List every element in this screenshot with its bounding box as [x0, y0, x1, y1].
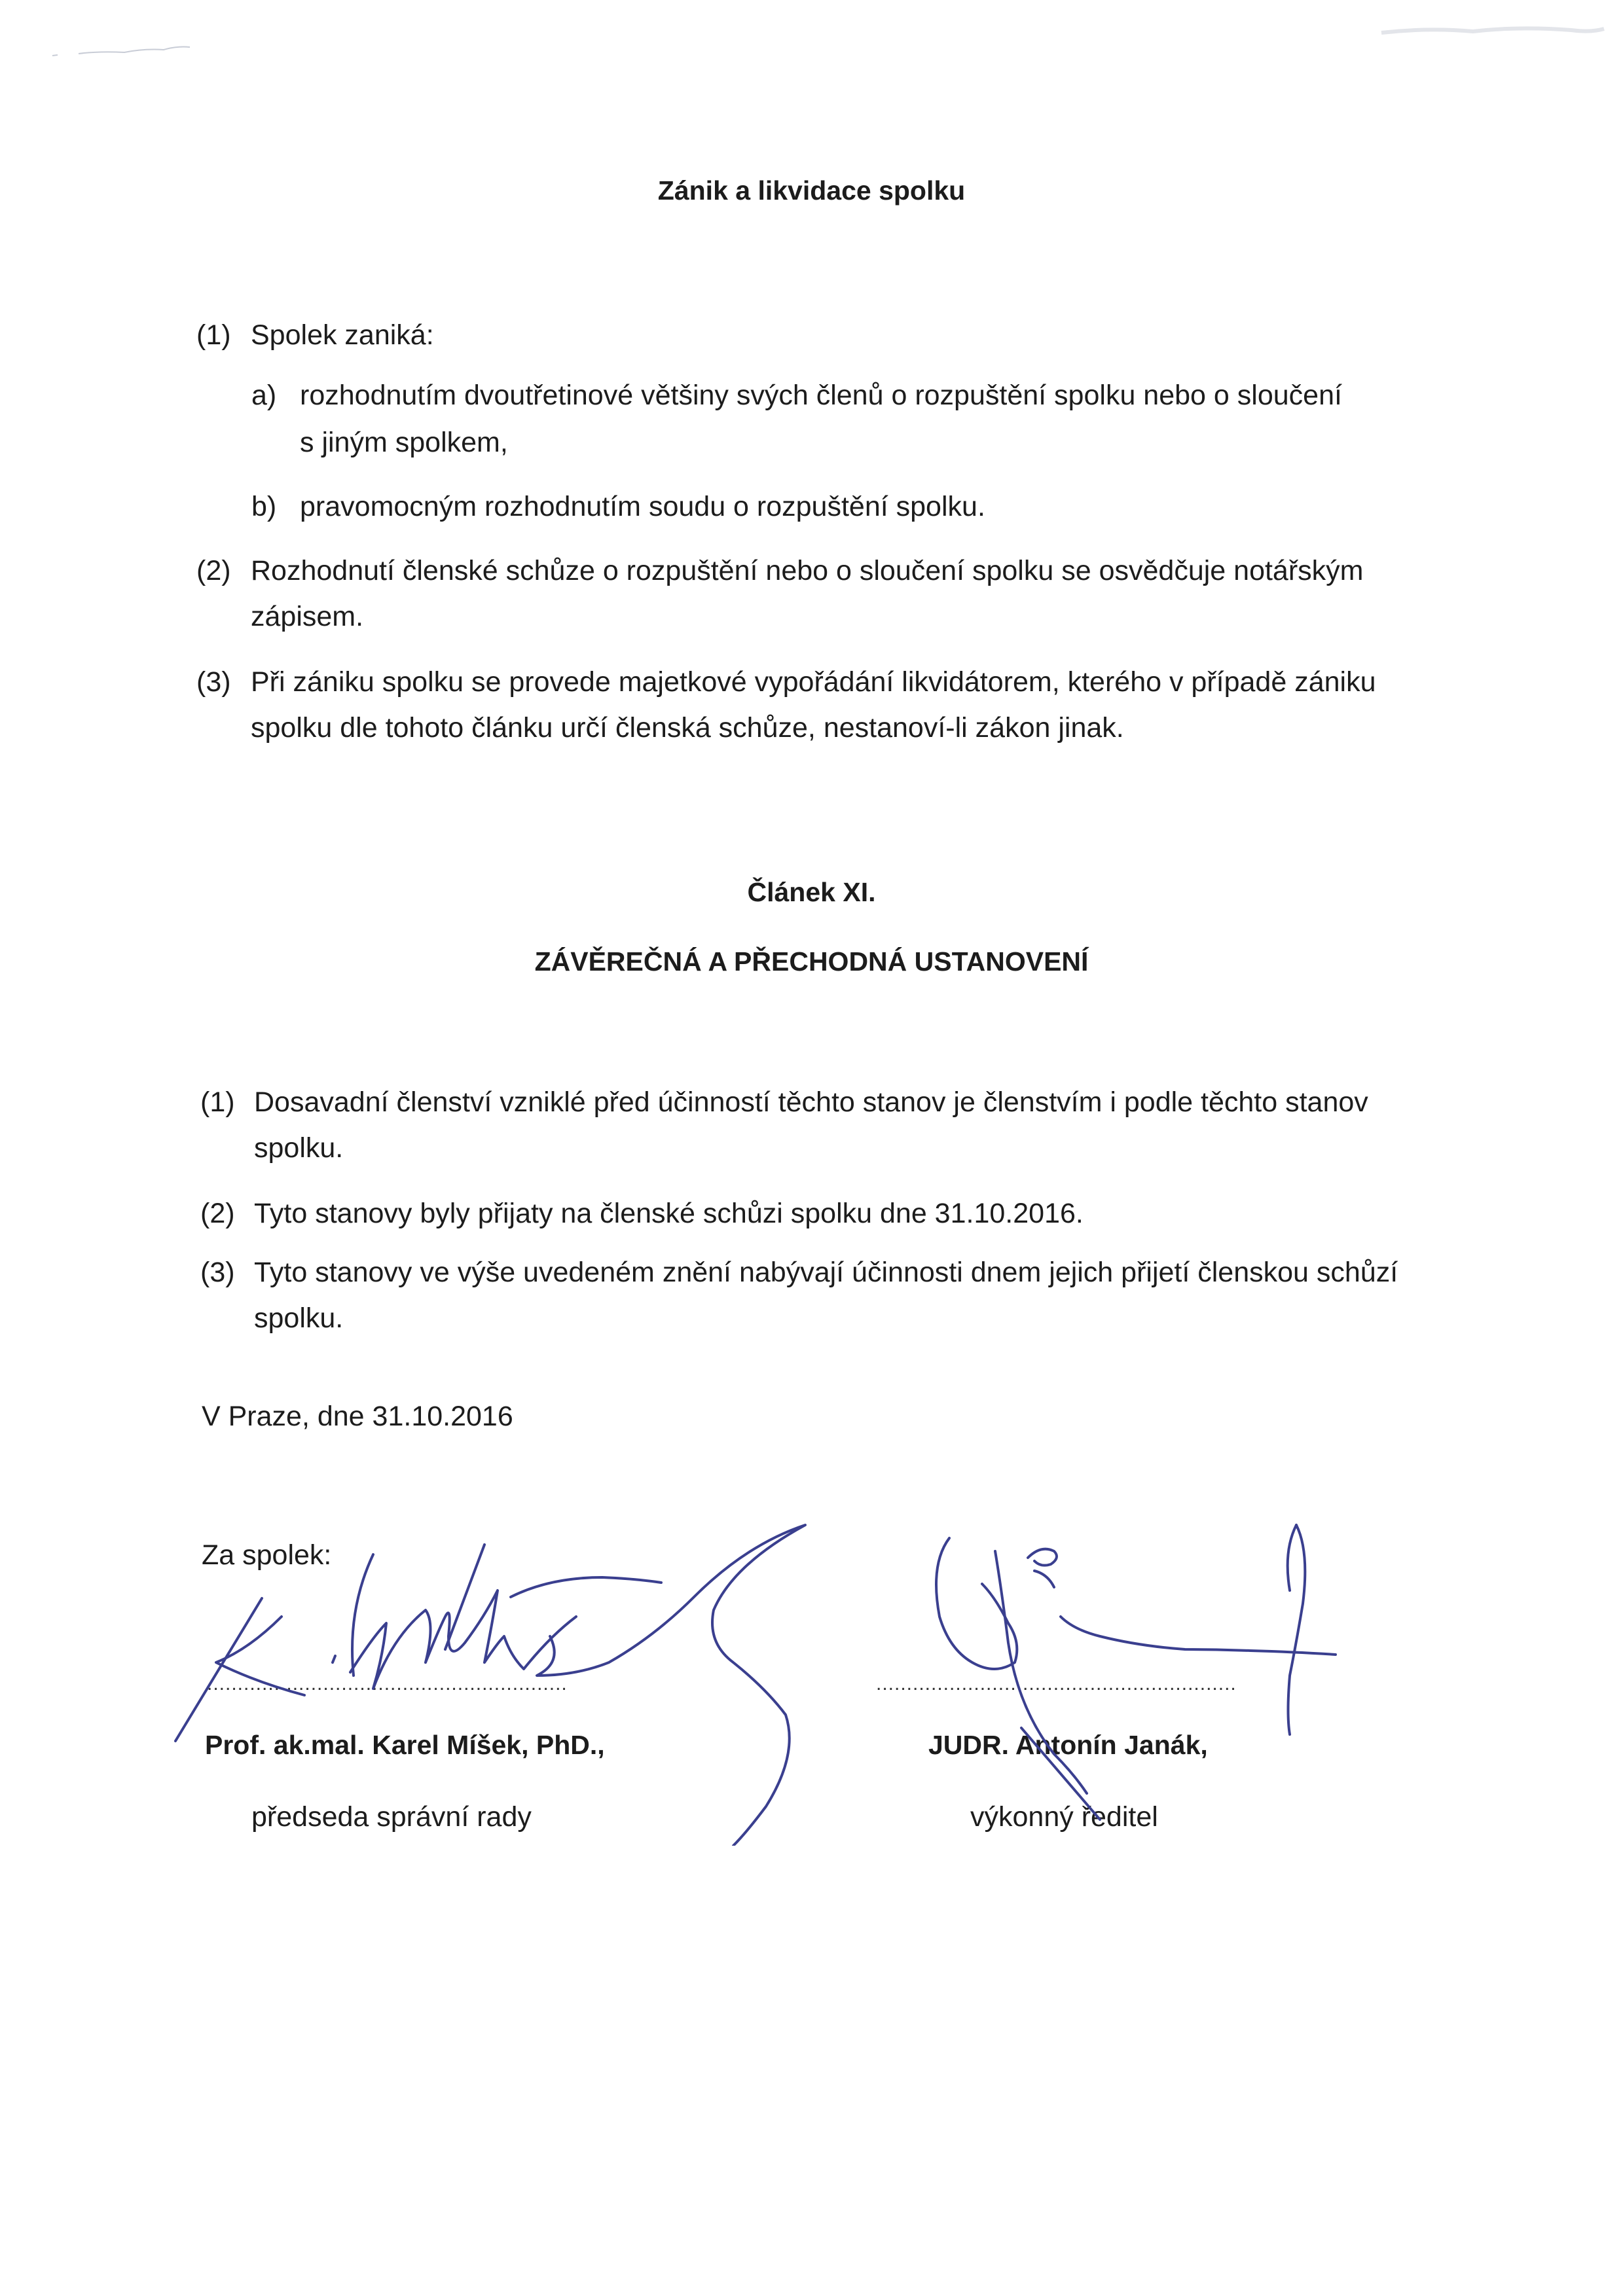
item-text: Tyto stanovy byly přijaty na členské schůzi spolku dne 31.10.2016.: [254, 1198, 1084, 1229]
signature-right-handwritten: [903, 1512, 1362, 1826]
signature-line-right: ...........................................................: [876, 1673, 1237, 1695]
item-number: (3): [200, 1257, 235, 1288]
item-number: (1): [200, 1086, 235, 1118]
place-date: V Praze, dne 31.10.2016: [202, 1401, 513, 1432]
item-text: Tyto stanovy ve výše uvedeném znění nabývají účinnosti dnem jejich přijetí členskou schůzí: [254, 1257, 1398, 1288]
item-text: spolku.: [254, 1302, 344, 1334]
subitem-text: pravomocným rozhodnutím soudu o rozpuštění spolku.: [300, 491, 985, 522]
subitem-text: s jiným spolkem,: [300, 427, 508, 458]
item-text: zápisem.: [251, 601, 364, 632]
signature-line-left: ...........................................................: [207, 1673, 568, 1695]
signature-label: Za spolek:: [202, 1539, 332, 1571]
signature-left-handwritten: [157, 1505, 851, 1846]
item-text: Spolek zaniká:: [251, 319, 434, 351]
item-number: (3): [196, 666, 231, 698]
scan-artifact: [1375, 13, 1611, 65]
item-number: (1): [196, 319, 231, 351]
signatory-right-name: JUDR. Antonín Janák,: [928, 1730, 1208, 1760]
signatory-left-name: Prof. ak.mal. Karel Míšek, PhD.,: [205, 1730, 605, 1760]
item-text: spolku.: [254, 1132, 344, 1164]
item-text: spolku dle tohoto článku určí členská schůze, nestanoví-li zákon jinak.: [251, 712, 1124, 744]
item-text: Při zániku spolku se provede majetkové vypořádání likvidátorem, kterého v případě zániku: [251, 666, 1376, 698]
subitem-letter: b): [251, 491, 277, 522]
item-text: Rozhodnutí členské schůze o rozpuštění nebo o sloučení spolku se osvědčuje notářským: [251, 555, 1364, 586]
item-number: (2): [196, 555, 231, 586]
subitem-letter: a): [251, 380, 277, 411]
item-text: Dosavadní členství vzniklé před účinností těchto stanov je členstvím i podle těchto stanov: [254, 1086, 1368, 1118]
section-title: Zánik a likvidace spolku: [657, 175, 966, 206]
article-number: Článek XI.: [747, 877, 876, 907]
scan-artifact: [39, 26, 210, 65]
signatory-right-role: výkonný ředitel: [970, 1801, 1158, 1833]
item-number: (2): [200, 1198, 235, 1229]
article-title: ZÁVĚREČNÁ A PŘECHODNÁ USTANOVENÍ: [534, 946, 1089, 977]
signatory-left-role: předseda správní rady: [251, 1801, 532, 1833]
subitem-text: rozhodnutím dvoutřetinové většiny svých členů o rozpuštění spolku nebo o sloučení: [300, 380, 1342, 411]
